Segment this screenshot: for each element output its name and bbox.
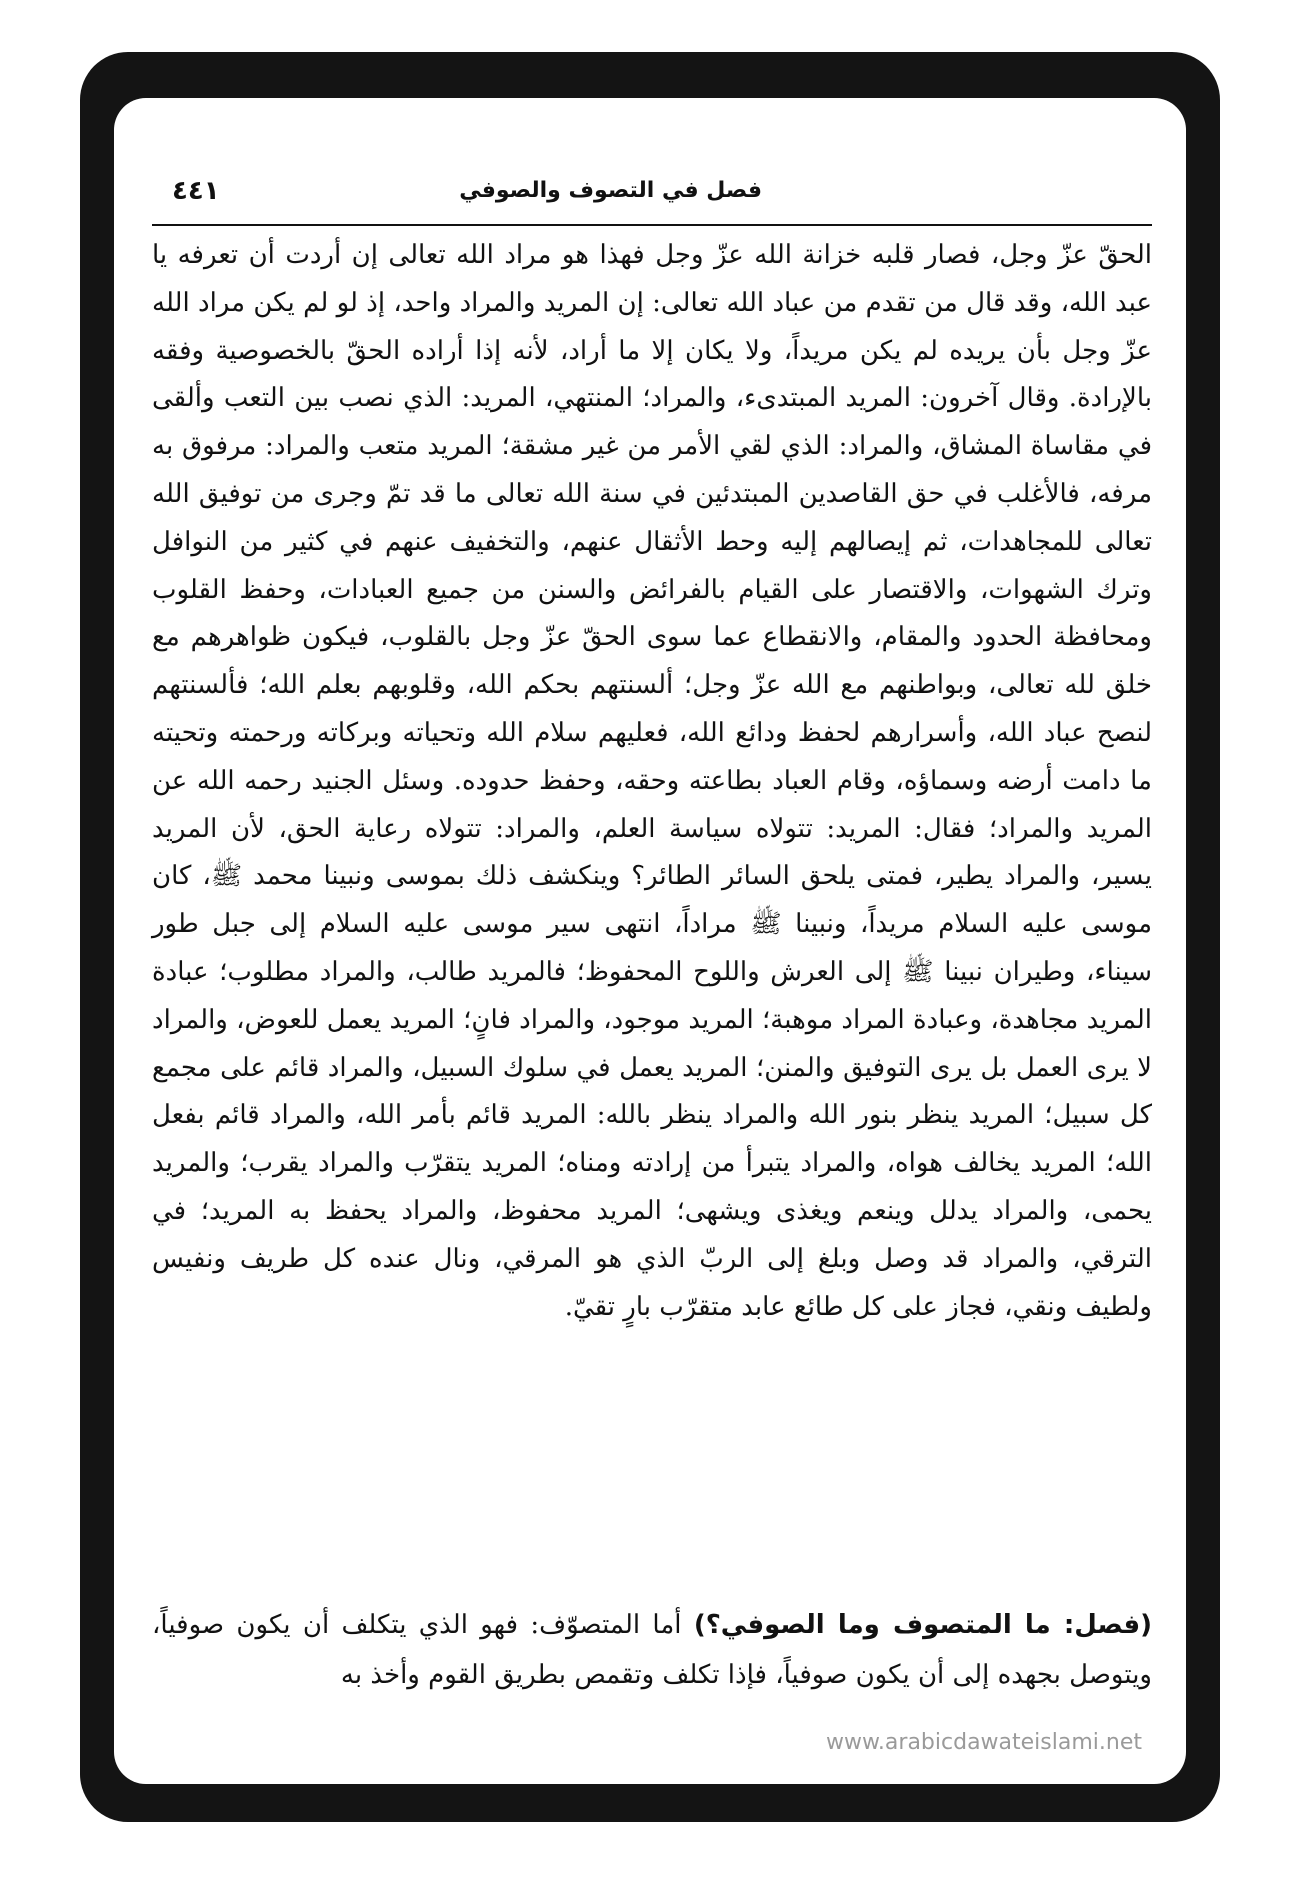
running-header — [152, 172, 1152, 226]
body-paragraph: الحقّ عزّ وجل، فصار قلبه خزانة الله عزّ وجل فهذا هو مراد الله تعالى إن أردت أن تعرفه يا عبد الله، وقد قال من تقدم من عباد الله تعالى: إن المريد والمراد واحد، إذ لو لم يكن مراد الله عزّ وجل بأن يريده لم يكن مريداً، ولا يكان إلا ما أراد، لأنه إذا أراده الحقّ بالخصوصية وفقه بالإرادة. وقال آخرون: المريد المبتدىء، والمراد؛ المنتهي، المريد: الذي نصب بين التعب وألقى في مقاساة المشاق، والمراد: الذي لقي الأمر من غير مشقة؛ المريد متعب والمراد: مرفوق به مرفه، فالأغلب في حق القاصدين المبتدئين في سنة الله تعالى ما قد تمّ وجرى من توفيق الله تعالى للمجاهدات، ثم إيصالهم إليه وحط الأثقال عنهم، والتخفيف عنهم في كثير من النوافل وترك الشهوات، والاقتصار على القيام بالفرائض والسنن من جميع العبادات، وحفظ القلوب ومحافظة الحدود والمقام، والانقطاع عما سوى الحقّ عزّ وجل بالقلوب، فيكون ظواهرهم مع خلق لله تعالى، وبواطنهم مع الله عزّ وجل؛ ألسنتهم بحكم الله، وقلوبهم بعلم الله؛ فألسنتهم لنصح عباد الله، وأسرارهم لحفظ ودائع الله، فعليهم سلام الله وتحياته وبركاته ورحمته وتحيته ما دامت أرضه وسماؤه، وقام العباد بطاعته وحقه، وحفظ حدوده. وسئل الجنيد رحمه الله عن المريد والمراد؛ فقال: المريد: تتولاه سياسة العلم، والمراد: تتولاه رعاية الحق، لأن المريد يسير، والمراد يطير، فمتى يلحق السائر الطائر؟ وينكشف ذلك بموسى ونبينا محمد ﷺ، كان موسى عليه السلام مريداً، ونبينا ﷺ مراداً، انتهى سير موسى عليه السلام إلى جبل طور سيناء، وطيران نبينا ﷺ إلى العرش واللوح المحفوظ؛ فالمريد طالب، والمراد مطلوب؛ عبادة المريد مجاهدة، وعبادة المراد موهبة؛ المريد موجود، والمراد فانٍ؛ المريد يعمل للعوض، والمراد لا يرى العمل بل يرى التوفيق والمنن؛ المريد يعمل في سلوك السبيل، والمراد قائم على مجمع كل سبيل؛ المريد ينظر بنور الله والمراد ينظر بالله: المريد قائم بأمر الله، والمراد قائم بفعل الله؛ المريد يخالف هواه، والمراد يتبرأ من إرادته ومناه؛ المريد يتقرّب والمراد يقرب؛ والمريد يحمى، والمراد يدلل وينعم ويغذى ويشهى؛ المريد محفوظ، والمراد يحفظ به المريد؛ في الترقي، والمراد قد وصل وبلغ إلى الربّ الذي هو المرقي، ونال عنده كل طريف ونفيس ولطيف ونقي، فجاز على كل طائع عابد متقرّب بارٍ تقيّ. — [151, 240, 1153, 1322]
section-text: أما المتصوّف: فهو الذي يتكلف أن يكون صوفياً، ويتوصل بجهده إلى أن يكون صوفياً، فإذا تكلف وتقمص بطريق القوم وأخذ به — [152, 1610, 1152, 1690]
section-paragraph — [152, 1600, 1152, 1700]
watermark-url: www.arabicdawateislami.net — [825, 1730, 1142, 1755]
section-heading: (فصل: ما المتصوف وما الصوفي؟) — [693, 1610, 1152, 1640]
chapter-title: فصل في التصوف والصوفي — [459, 178, 762, 203]
page-number: ٤٤١ — [172, 176, 220, 206]
